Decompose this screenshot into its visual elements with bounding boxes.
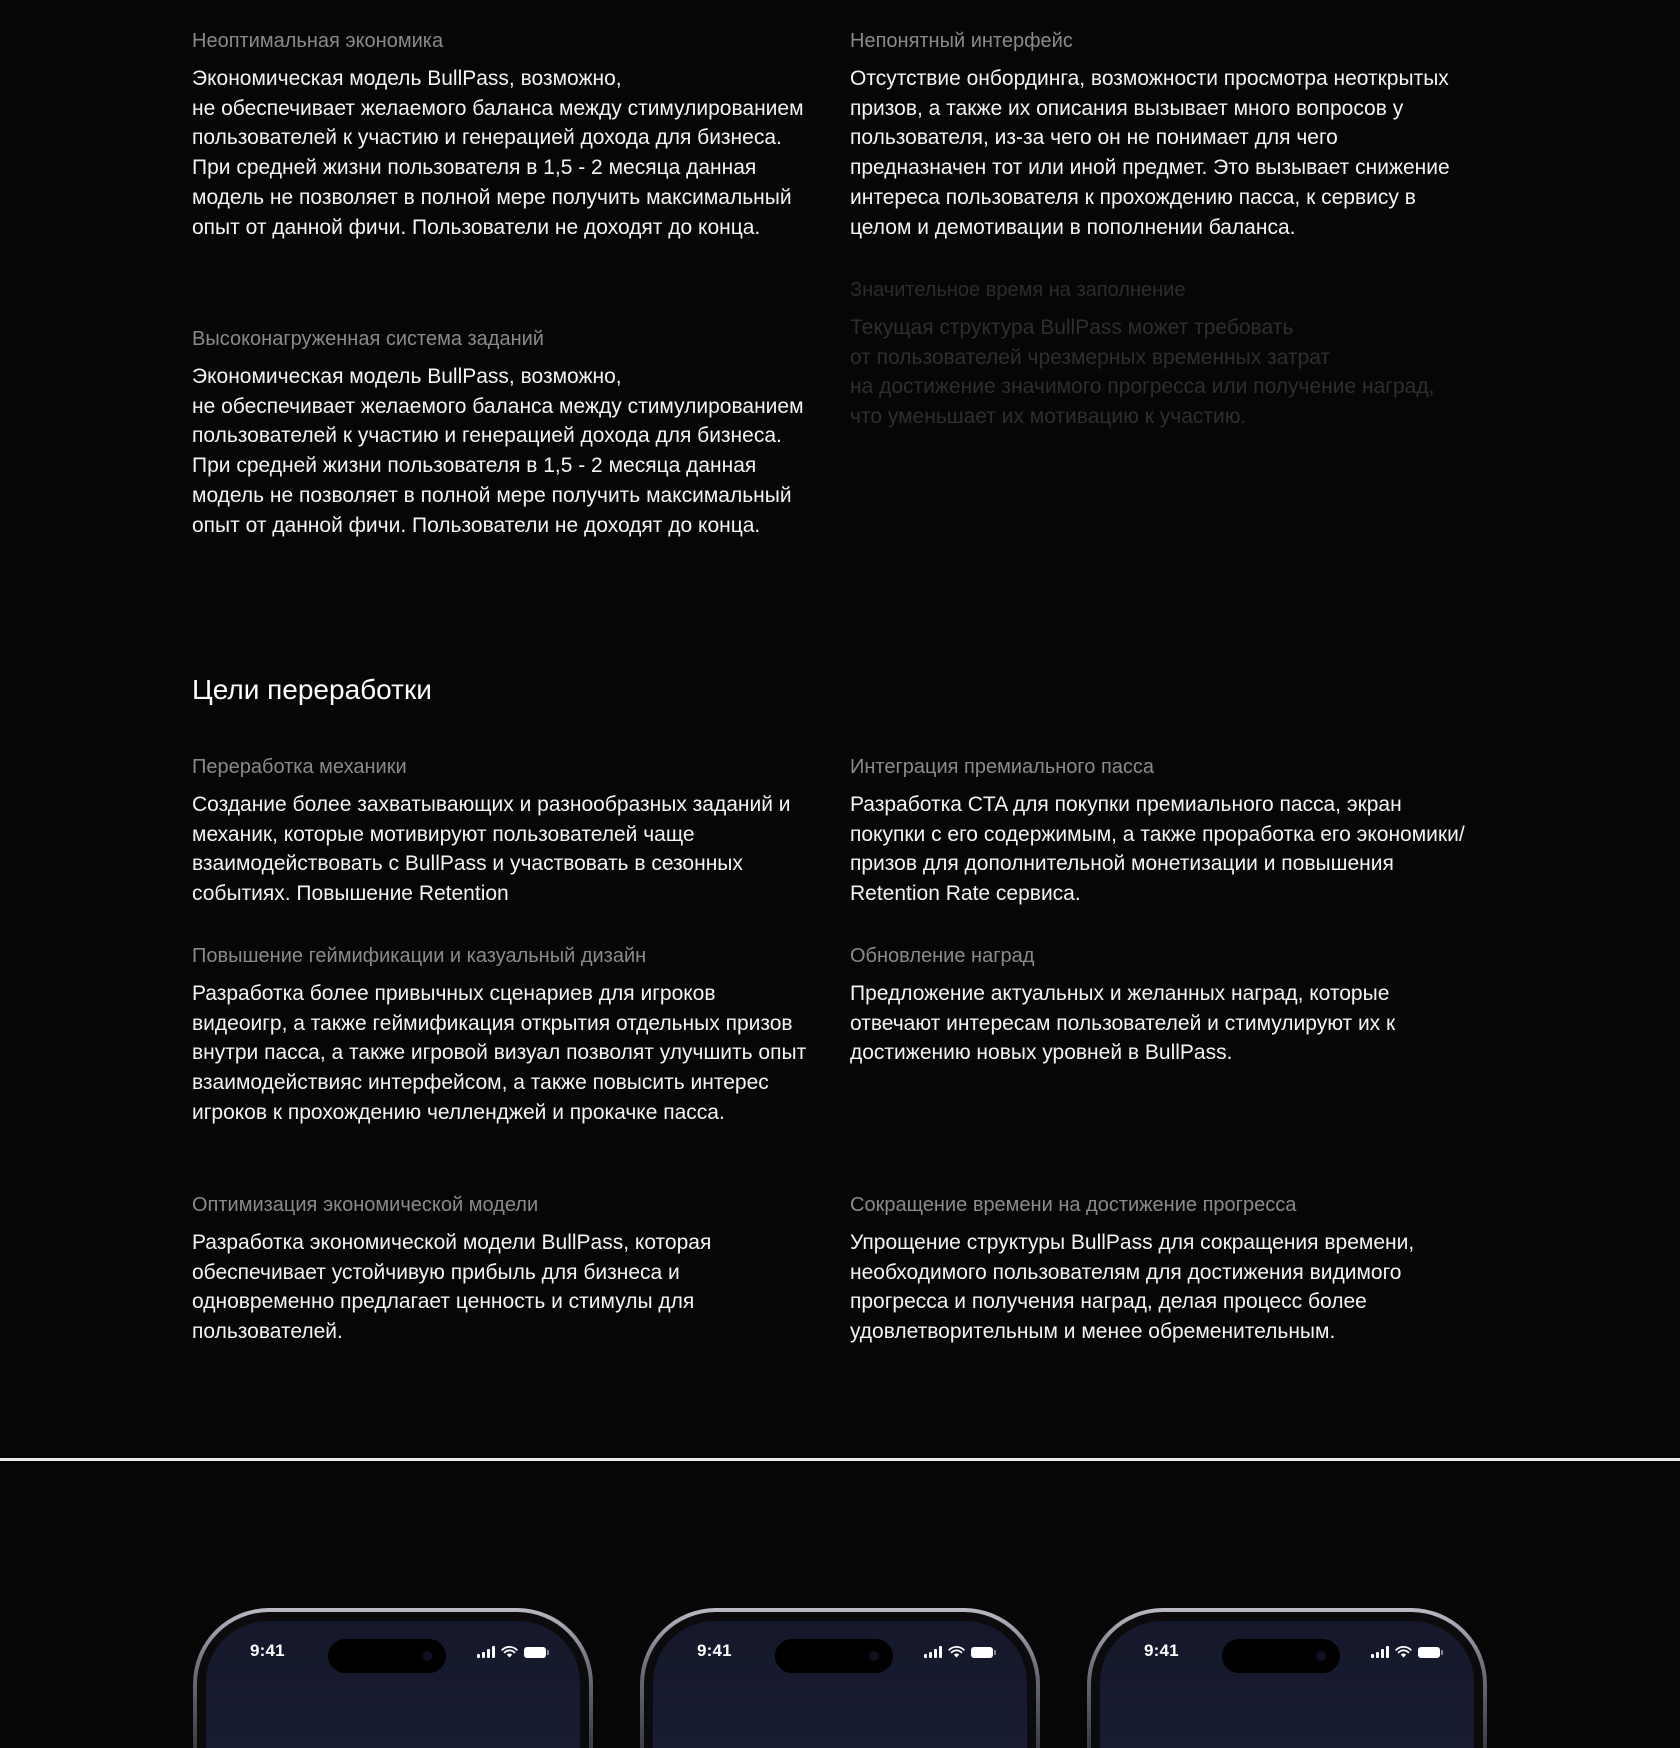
signal-bars-icon xyxy=(477,1646,495,1658)
goal-card-mechanics xyxy=(192,754,812,909)
wifi-icon xyxy=(1395,1646,1412,1658)
goal-card-progress-time xyxy=(850,1192,1470,1347)
problem-card-time xyxy=(850,277,1470,432)
goal-card-gamification xyxy=(192,943,812,1128)
status-bar-icons xyxy=(1371,1646,1440,1658)
dynamic-island xyxy=(1222,1639,1340,1673)
problem-text: Отсутствие онбординга, возможности просмотра неоткрытых призов, а также их описания вызывает много вопросов у пользователя, из-за чего он не понимает для чего предназначен тот или иной предмет. Это вызывает снижение интереса пользователя к прохождению пасса, к сервису в целом и демотивации в пополнении баланса. xyxy=(850,67,1450,239)
section-divider xyxy=(0,1458,1680,1461)
phone-screen xyxy=(653,1621,1027,1748)
problem-text: Текущая структура BullPass может требовать от пользователей чрезмерных временных затрат на достижение значимого прогресса или получение наград, что уменьшает их мотивацию к участию. xyxy=(850,316,1435,429)
goal-text: Создание более захватывающих и разнообразных заданий и механик, которые мотивируют пользователей чаще взаимодействовать с BullPass и участвовать в сезонных событиях. Повышение Retention xyxy=(192,793,791,906)
wifi-icon xyxy=(948,1646,965,1658)
problem-title: Неоптимальная экономика xyxy=(192,30,444,52)
goal-title: Оптимизация экономической модели xyxy=(192,1194,539,1216)
goal-card-economy-model xyxy=(192,1192,812,1347)
problem-text: Экономическая модель BullPass, возможно, не обеспечивает желаемого баланса между стимулированием пользователей к участию и генерацией дохода для бизнеса. При средней жизни пользователя в 1,5 - 2 месяца данная модель не позволяет в полной мере получить максимальный опыт от данной фичи. Пользователи не доходят до конца. xyxy=(192,365,804,537)
battery-icon xyxy=(971,1647,993,1658)
status-bar-icons xyxy=(924,1646,993,1658)
problem-card-tasks xyxy=(192,326,812,540)
goal-text: Разработка CTA для покупки премиального пасса, экран покупки с его содержимым, а также проработка его экономики/призов для дополнительной монетизации и повышения Retention Rate сервиса. xyxy=(850,793,1465,906)
problem-text: Экономическая модель BullPass, возможно, не обеспечивает желаемого баланса между стимулированием пользователей к участию и генерацией дохода для бизнеса. При средней жизни пользователя в 1,5 - 2 месяца данная модель не позволяет в полной мере получить максимальный опыт от данной фичи. Пользователи не доходят до конца. xyxy=(192,67,804,239)
signal-bars-icon xyxy=(1371,1646,1389,1658)
battery-icon xyxy=(1418,1647,1440,1658)
goal-title: Повышение геймификации и казуальный дизайн xyxy=(192,945,647,967)
dynamic-island xyxy=(328,1639,446,1673)
phone-mockup xyxy=(193,1608,593,1748)
goal-text: Разработка экономической модели BullPass, которая обеспечивает устойчивую прибыль для бизнеса и одновременно предлагает ценность и стимулы для пользователей. xyxy=(192,1231,712,1344)
problem-card-economy xyxy=(192,28,812,242)
status-time: 9:41 xyxy=(250,1641,285,1660)
battery-icon xyxy=(524,1647,546,1658)
dynamic-island xyxy=(775,1639,893,1673)
goal-text: Упрощение структуры BullPass для сокращения времени, необходимого пользователям для достижения видимого прогресса и получения наград, делая процесс более удовлетворительным и менее обременительным. xyxy=(850,1231,1415,1344)
goal-card-rewards xyxy=(850,943,1470,1068)
goal-text: Предложение актуальных и желанных наград, которые отвечают интересам пользователей и стимулируют их к достижению новых уровней в BullPass. xyxy=(850,982,1396,1065)
goal-title: Переработка механики xyxy=(192,756,407,778)
problem-title: Непонятный интерфейс xyxy=(850,30,1073,52)
goal-title: Сокращение времени на достижение прогресса xyxy=(850,1194,1297,1216)
goal-title: Обновление наград xyxy=(850,945,1035,967)
phone-screen xyxy=(206,1621,580,1748)
section-title-goals: Цели переработки xyxy=(192,674,432,705)
goal-title: Интеграция премиального пасса xyxy=(850,756,1155,778)
phone-screen xyxy=(1100,1621,1474,1748)
status-time: 9:41 xyxy=(1144,1641,1179,1660)
goal-card-premium-pass xyxy=(850,754,1470,909)
problem-card-interface xyxy=(850,28,1470,242)
problem-title: Значительное время на заполнение xyxy=(850,279,1186,301)
phone-mockup xyxy=(1087,1608,1487,1748)
problem-title: Высоконагруженная система заданий xyxy=(192,328,544,350)
signal-bars-icon xyxy=(924,1646,942,1658)
phone-mockup xyxy=(640,1608,1040,1748)
status-bar-icons xyxy=(477,1646,546,1658)
goal-text: Разработка более привычных сценариев для игроков видеоигр, а также геймификация открытия отдельных призов внутри пасса, а также игровой визуал позволят улучшить опыт взаимодействияс интерфейсом, а также повысить интерес игроков к прохождению челленджей и прокачке пасса. xyxy=(192,982,807,1124)
wifi-icon xyxy=(501,1646,518,1658)
status-time: 9:41 xyxy=(697,1641,732,1660)
